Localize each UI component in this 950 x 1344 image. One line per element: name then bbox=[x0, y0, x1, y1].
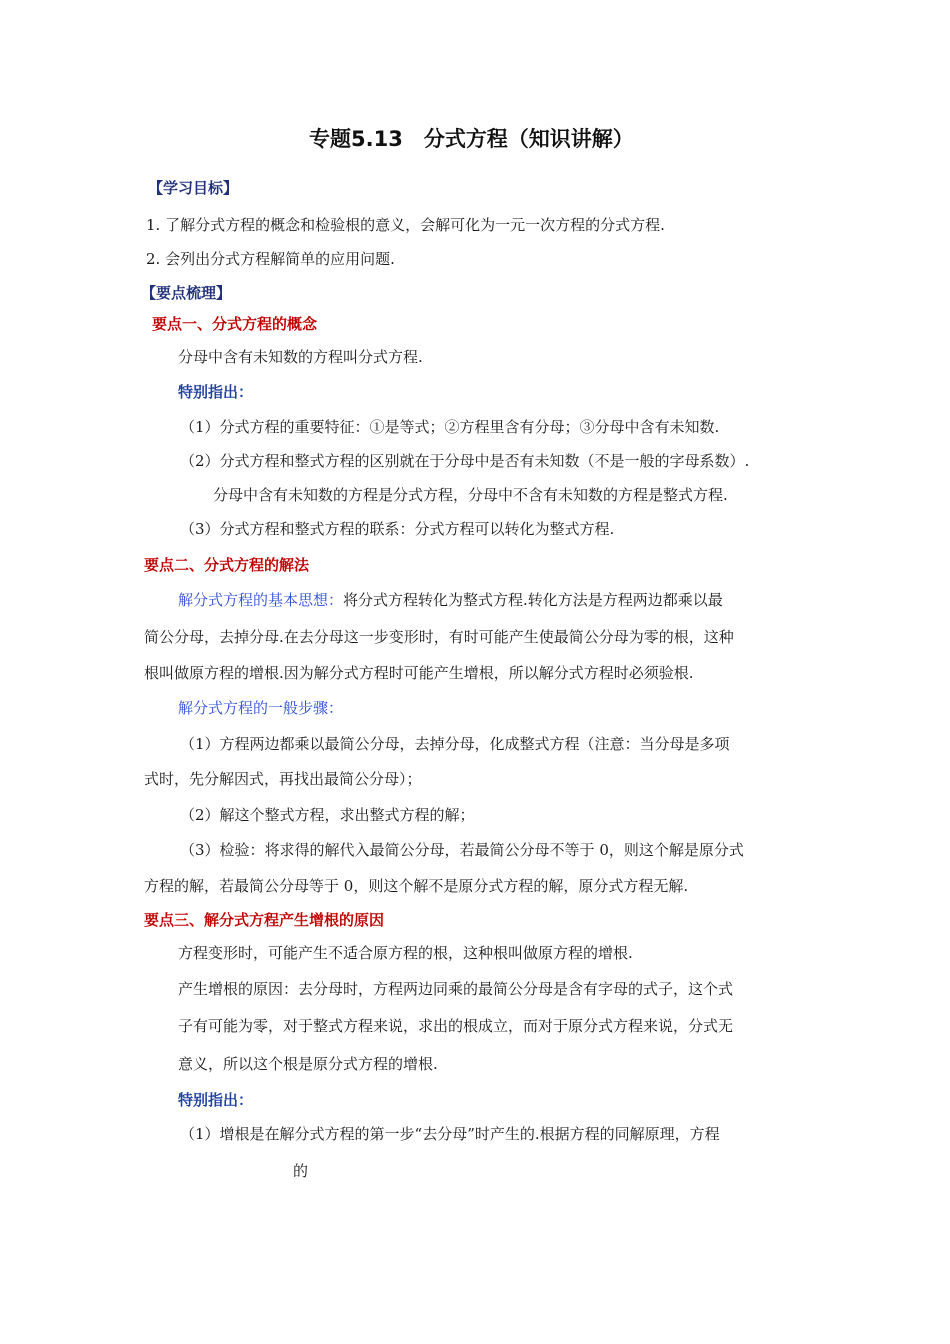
point1-note: （2）分式方程和整式方程的区别就在于分母中是否有未知数（不是一般的字母系数）. bbox=[180, 452, 750, 470]
page-title: 专题5.13 分式方程（知识讲解） bbox=[309, 127, 634, 151]
point2-step: 方程的解，若最简公分母等于 0，则这个解不是原分式方程的解，原分式方程无解. bbox=[144, 877, 689, 895]
summary-heading: 【要点梳理】 bbox=[141, 284, 232, 302]
point2-heading: 要点二、分式方程的解法 bbox=[144, 556, 310, 574]
goal-item: 2. 会列出分式方程解简单的应用问题. bbox=[146, 250, 395, 268]
goal-item: 1. 了解分式方程的概念和检验根的意义，会解可化为一元一次方程的分式方程. bbox=[146, 216, 665, 234]
point2-step: （2）解这个整式方程，求出整式方程的解； bbox=[180, 806, 475, 824]
point2-idea-line bbox=[178, 589, 723, 611]
point3-heading: 要点三、解分式方程产生增根的原因 bbox=[144, 911, 385, 929]
point1-definition: 分母中含有未知数的方程叫分式方程. bbox=[178, 348, 423, 366]
point3-line: 意义，所以这个根是原分式方程的增根. bbox=[178, 1055, 438, 1073]
point1-note: （1）分式方程的重要特征：①是等式；②方程里含有分母；③分母中含有未知数. bbox=[180, 418, 720, 436]
point1-note-heading: 特别指出： bbox=[178, 383, 254, 401]
goals-heading: 【学习目标】 bbox=[148, 179, 239, 197]
point2-steps-lead: 解分式方程的一般步骤： bbox=[178, 699, 344, 717]
point2-idea-line: 简公分母，去掉分母.在去分母这一步变形时，有时可能产生使最简公分母为零的根，这种 bbox=[144, 628, 734, 646]
point1-heading: 要点一、分式方程的概念 bbox=[152, 315, 318, 333]
point3-note-heading: 特别指出： bbox=[178, 1091, 254, 1109]
point3-line: 方程变形时，可能产生不适合原方程的根，这种根叫做原方程的增根. bbox=[178, 944, 633, 962]
point3-line: 产生增根的原因：去分母时，方程两边同乘的最简公分母是含有字母的式子，这个式 bbox=[178, 980, 734, 998]
point3-note: 的 bbox=[293, 1162, 309, 1180]
point2-idea-lead: 解分式方程的基本思想： bbox=[178, 591, 344, 609]
point2-step: 式时，先分解因式，再找出最简公分母）； bbox=[144, 770, 422, 788]
point3-line: 子有可能为零，对于整式方程来说，求出的根成立，而对于原分式方程来说，分式无 bbox=[178, 1017, 734, 1035]
point1-note: 分母中含有未知数的方程是分式方程，分母中不含有未知数的方程是整式方程. bbox=[213, 486, 728, 504]
point3-note: （1）增根是在解分式方程的第一步“去分母”时产生的.根据方程的同解原理，方程 bbox=[180, 1125, 720, 1143]
point1-note: （3）分式方程和整式方程的联系：分式方程可以转化为整式方程. bbox=[180, 520, 615, 538]
point2-step: （3）检验：将求得的解代入最简公分母，若最简公分母不等于 0，则这个解是原分式 bbox=[180, 841, 744, 859]
point2-step: （1）方程两边都乘以最简公分母，去掉分母，化成整式方程（注意：当分母是多项 bbox=[180, 735, 730, 753]
point2-idea-text: 将分式方程转化为整式方程.转化方法是方程两边都乘以最 bbox=[343, 591, 723, 609]
point2-idea-line: 根叫做原方程的增根.因为解分式方程时可能产生增根，所以解分式方程时必须验根. bbox=[144, 664, 694, 682]
